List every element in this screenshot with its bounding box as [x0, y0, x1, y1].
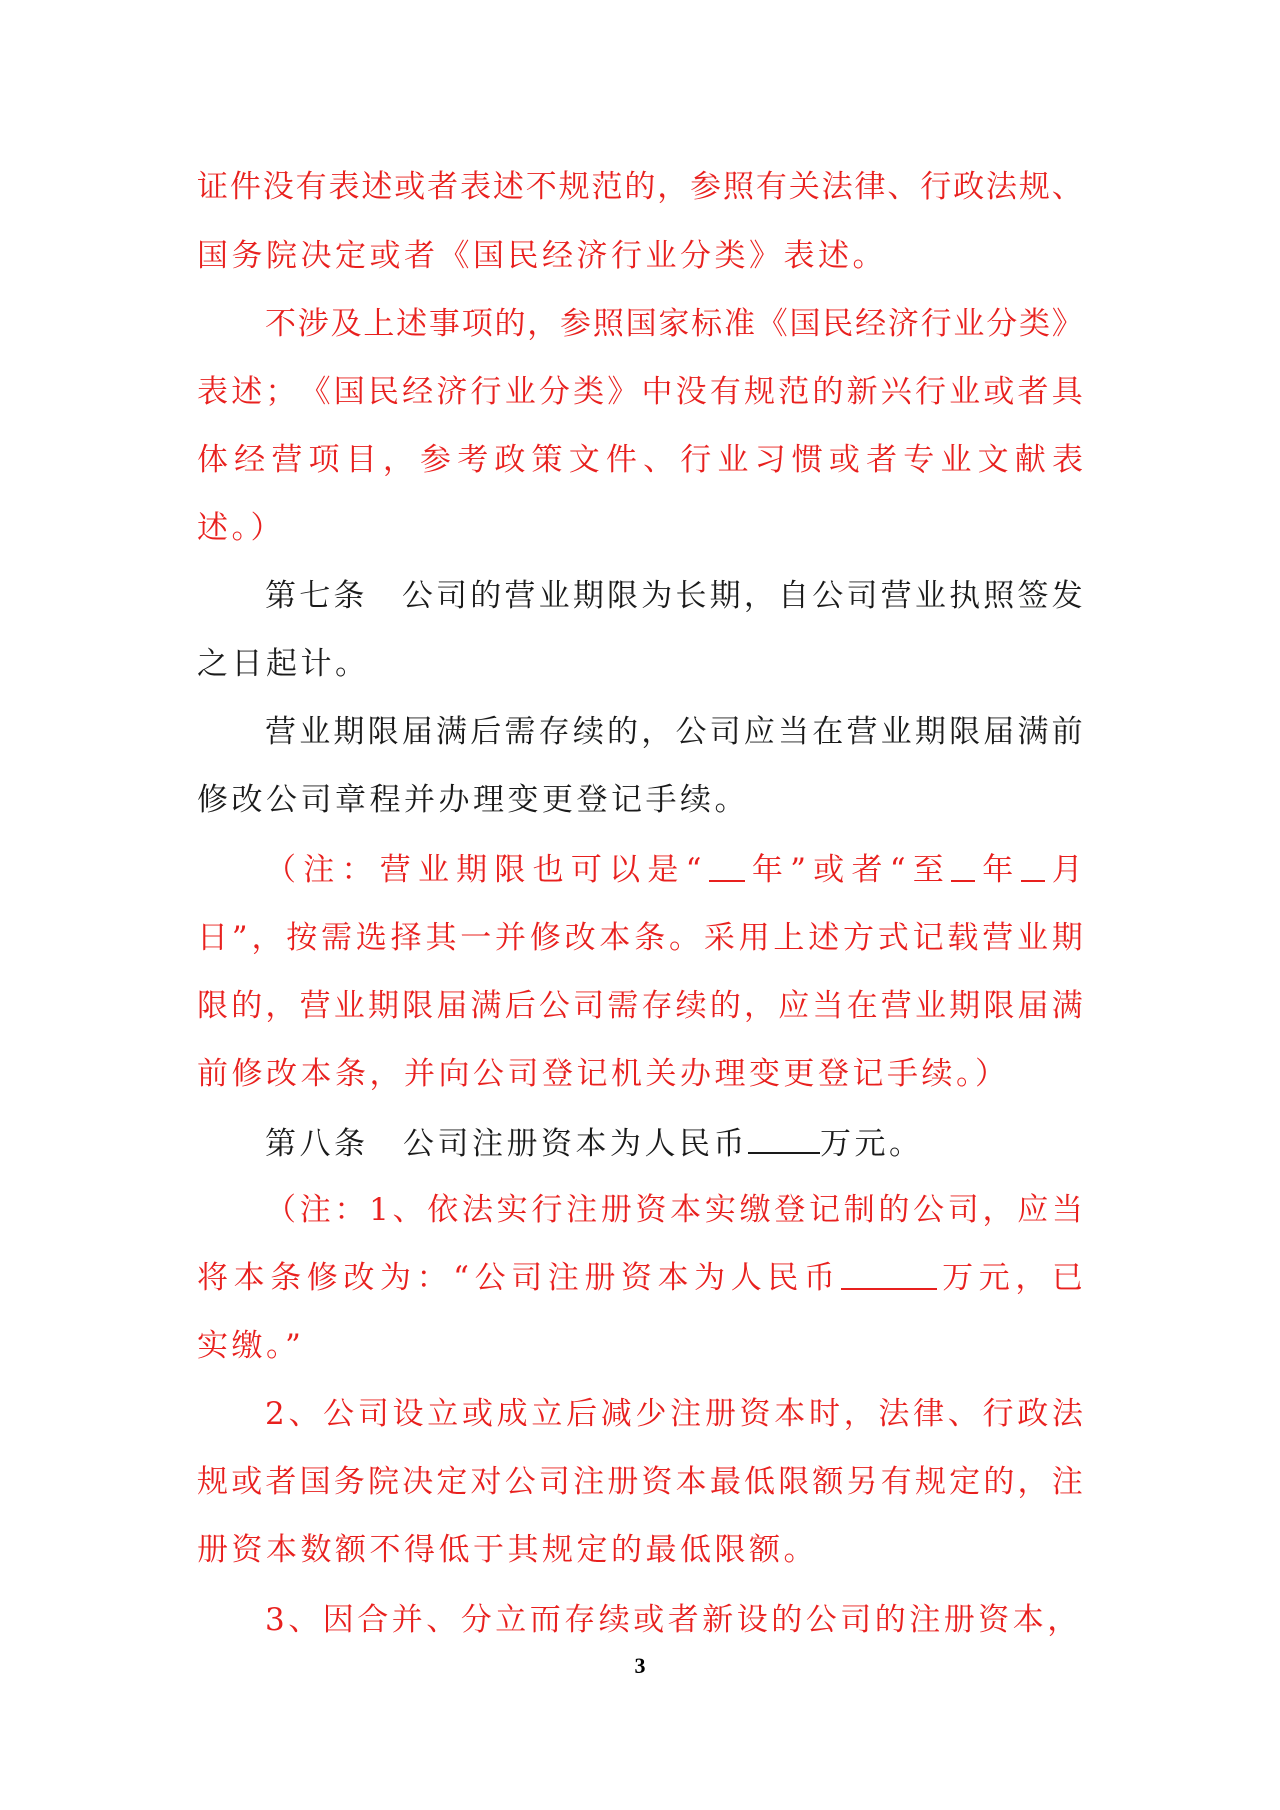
- blank-line: [709, 850, 745, 882]
- blank-line: [841, 1258, 937, 1290]
- text-line: 第 七 条 公 司 的 营 业 期 限 为 长 期 ， 自 公 司 营 业 执 照 签 发: [265, 578, 1083, 614]
- text-line: （ 注 ： 1 、 依 法 实 行 注 册 资 本 实 缴 登 记 制 的 公 司 ， 应 当: [265, 1192, 1083, 1228]
- text-line: 修改公司章程并办理变更登记手续。: [197, 782, 749, 818]
- text-line: 国务院决定或者《国民经济行业分类》表述。: [197, 238, 887, 274]
- page-number: 3: [634, 1653, 646, 1678]
- text-line: 体 经 营 项 目 ， 参 考 政 策 文 件 、 行 业 习 惯 或 者 专 业 文 献 表: [197, 442, 1083, 478]
- text-line: 表 述 ； 《 国 民 经 济 行 业 分 类 》 中 没 有 规 范 的 新 兴 行 业 或 者 具: [197, 374, 1083, 410]
- text-line: 述。）: [197, 510, 285, 546]
- text-line: 日 ” ， 按 需 选 择 其 一 并 修 改 本 条 。 采 用 上 述 方 式 记 载 营 业 期: [197, 920, 1083, 956]
- text-line: 前修改本条，并向公司登记机关办理变更登记手续。）: [197, 1056, 1010, 1092]
- text-line: 营 业 期 限 届 满 后 需 存 续 的 ， 公 司 应 当 在 营 业 期 限 届 满 前: [265, 714, 1083, 750]
- text-line: 册资本数额不得低于其规定的最低限额。: [197, 1532, 818, 1568]
- text-line: 2 、 公 司 设 立 或 成 立 后 减 少 注 册 资 本 时 ， 法 律 、 行 政 法: [265, 1396, 1083, 1432]
- blank-line: [1021, 850, 1045, 882]
- text-line: 将 本 条 修 改 为 ： “ 公 司 注 册 资 本 为 人 民 币 万 元 ， 已: [197, 1260, 1083, 1296]
- text-line: 第八条 公司注册资本为人民币 万元。: [265, 1122, 924, 1162]
- text-line: 证 件 没 有 表 述 或 者 表 述 不 规 范 的 ， 参 照 有 关 法 律 、 行 政 法 规 、: [197, 169, 1083, 205]
- text-line: 3、因合并、分立而存续或者新设的公司的注册资本，: [265, 1602, 1082, 1638]
- blank-line: [951, 850, 975, 882]
- text-line: 不 涉 及 上 述 事 项 的 ， 参 照 国 家 标 准 《 国 民 经 济 行 业 分 类 》: [265, 306, 1083, 342]
- text-line: 之日起计。: [197, 646, 370, 682]
- text-line: 实缴。”: [197, 1328, 305, 1364]
- text-line: 规 或 者 国 务 院 决 定 对 公 司 注 册 资 本 最 低 限 额 另 有 规 定 的 ， 注: [197, 1464, 1083, 1500]
- text-line: 限 的 ， 营 业 期 限 届 满 后 公 司 需 存 续 的 ， 应 当 在 营 业 期 限 届 满: [197, 988, 1083, 1024]
- text-line: （ 注 ： 营 业 期 限 也 可 以 是 “ 年 ” 或 者 “ 至 年 月: [265, 852, 1083, 888]
- blank-line: [748, 1122, 820, 1154]
